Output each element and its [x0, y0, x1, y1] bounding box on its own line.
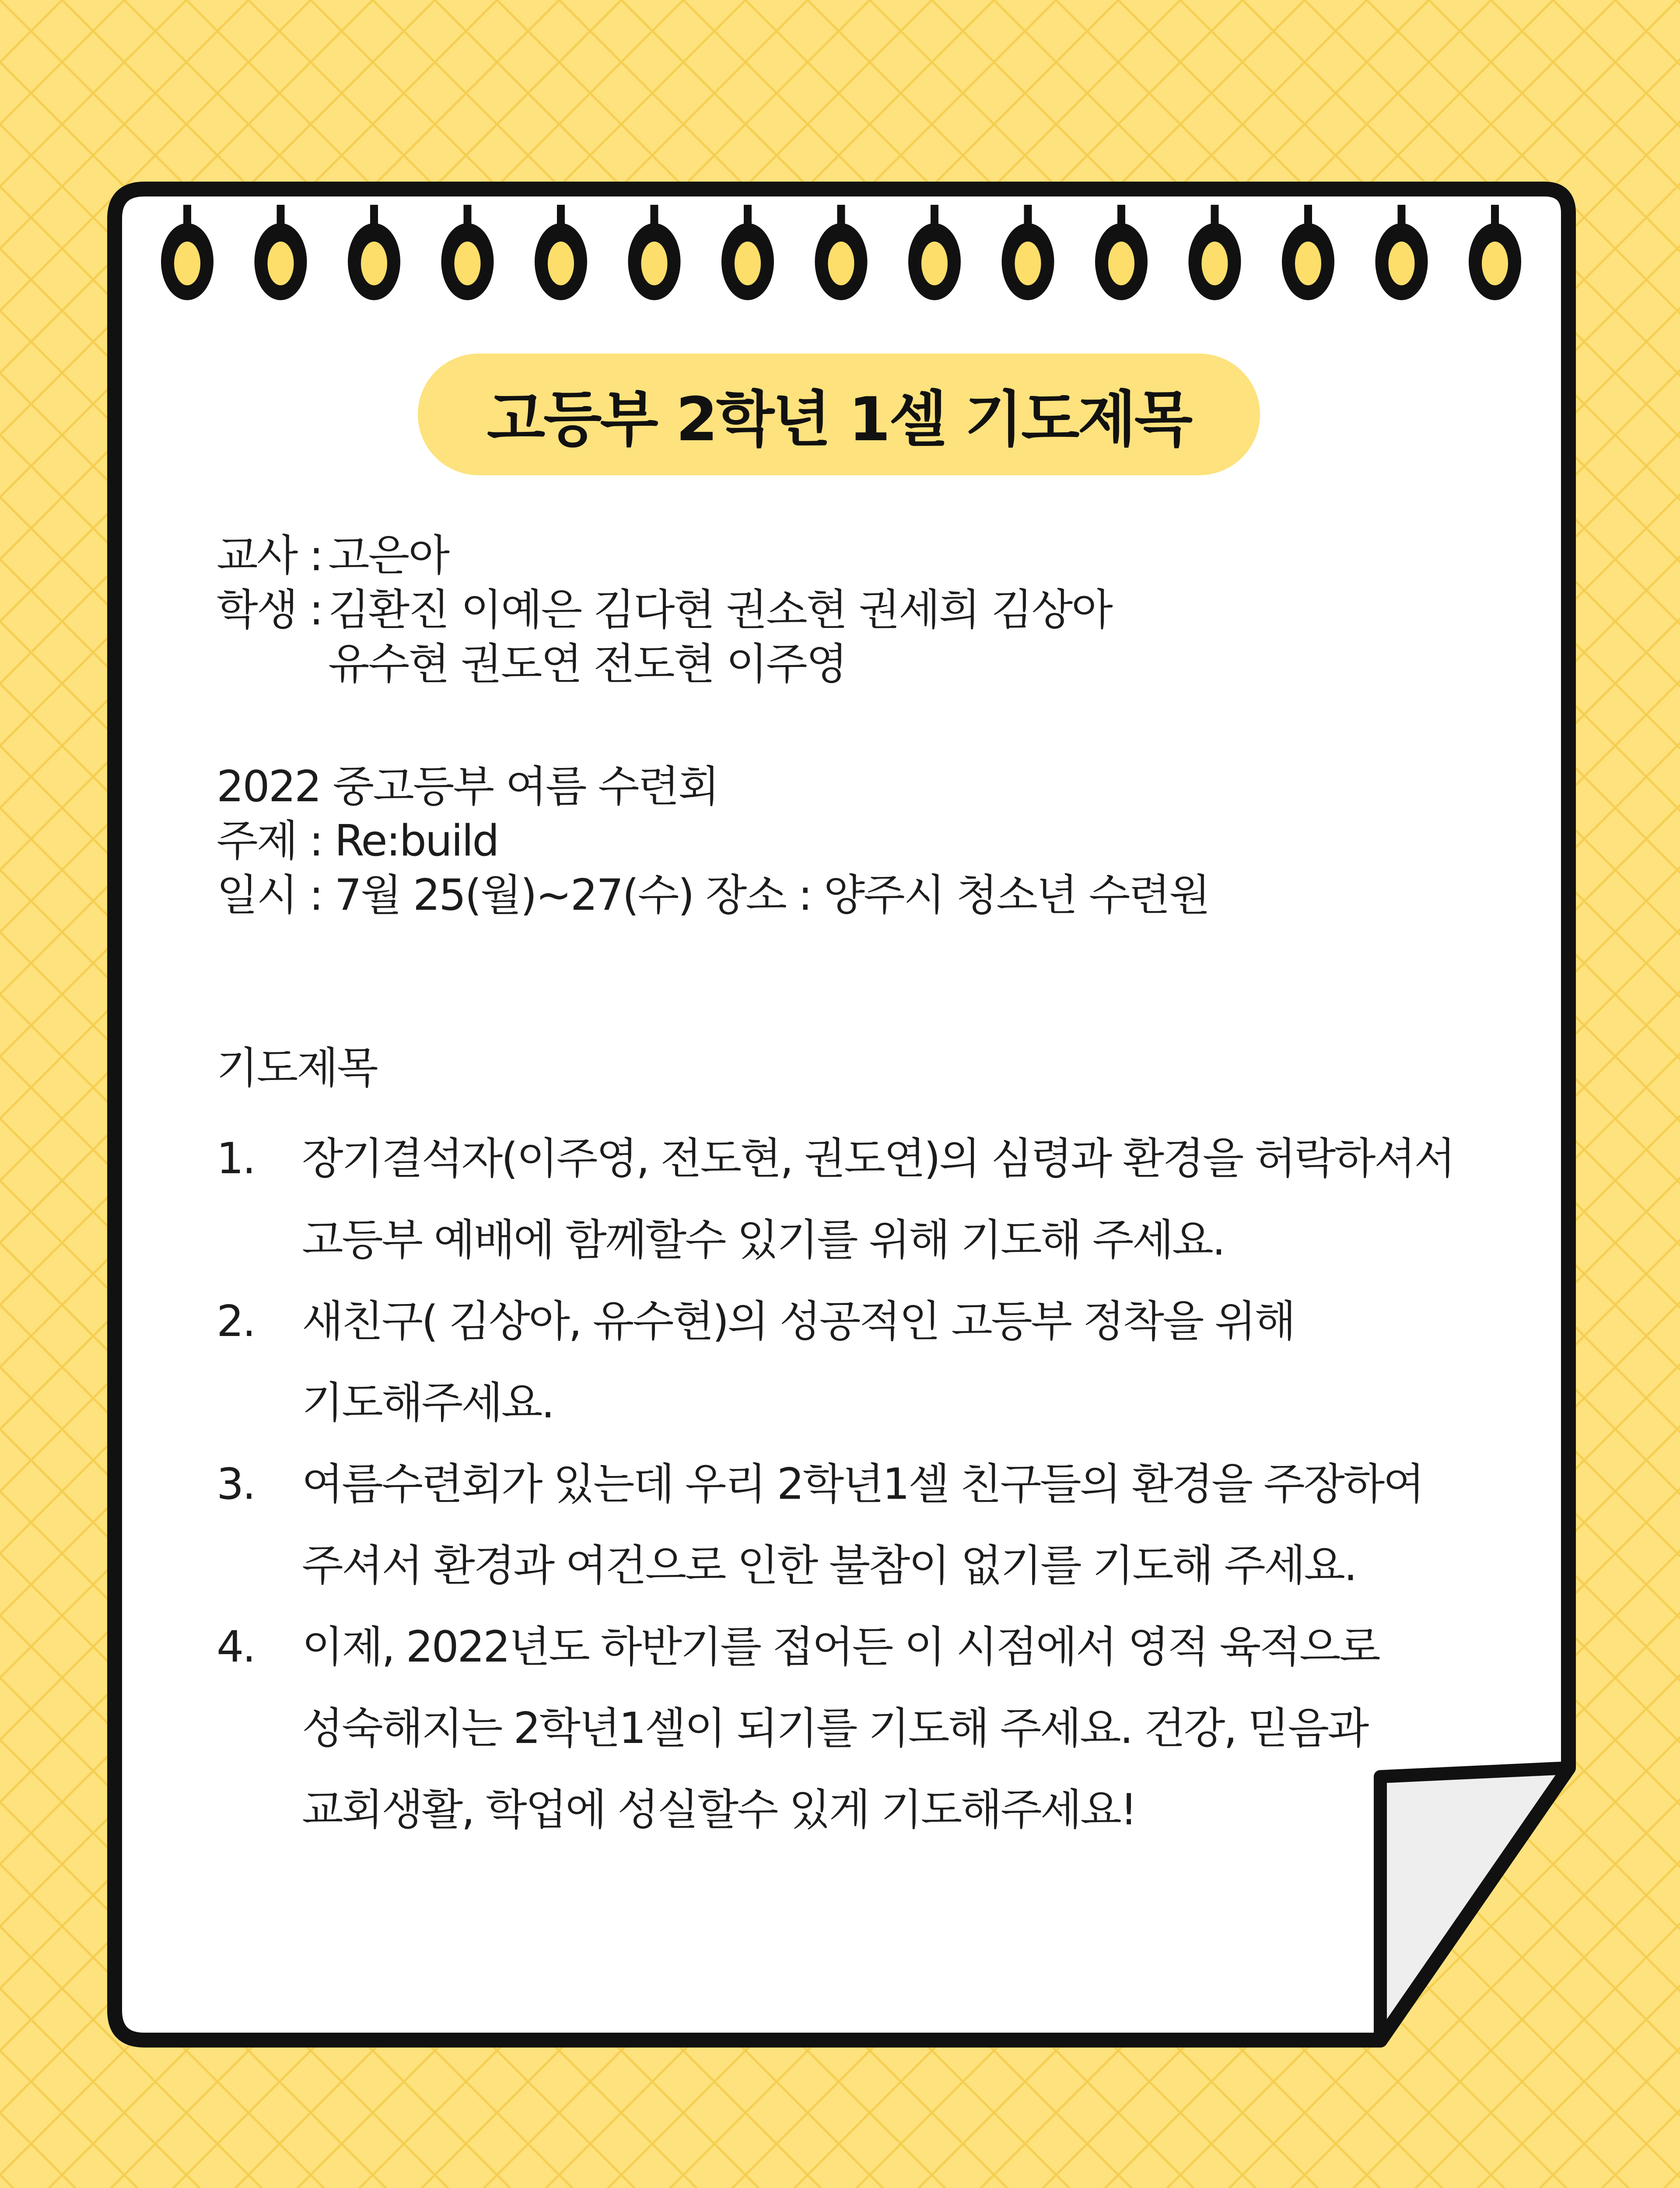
binding-ring-hole — [1482, 242, 1508, 285]
binding-ring-stem — [744, 205, 752, 235]
prayer-item — [217, 1118, 1485, 1281]
prayer-line: 장기결석자(이주영, 전도현, 권도연)의 심령과 환경을 허락하셔서 — [302, 1134, 1454, 1184]
teacher-name: 고은아 — [328, 531, 449, 581]
prayer-number: 1. — [217, 1134, 255, 1184]
prayer-number: 3. — [217, 1459, 255, 1509]
binding-ring-stem — [370, 205, 378, 235]
prayer-item — [217, 1444, 1485, 1606]
binding-ring-hole — [1202, 242, 1228, 285]
binding-ring-hole — [1108, 242, 1134, 285]
binding-ring-hole — [641, 242, 668, 285]
prayer-heading: 기도제목 — [217, 1043, 377, 1093]
binding-ring-stem — [1398, 205, 1406, 235]
prayer-list — [217, 1118, 1485, 1851]
students-label: 학생 : — [217, 585, 322, 635]
binding-ring-hole — [735, 242, 761, 285]
binding-ring-hole — [455, 242, 481, 285]
prayer-line: 교회생활, 학업에 성실할수 있게 기도해주세요! — [302, 1785, 1136, 1835]
members-block — [217, 529, 1112, 691]
students-line-2: 유수현 권도연 전도현 이주영 — [328, 639, 847, 689]
binding-ring-stem — [1304, 205, 1312, 235]
binding-ring-hole — [1015, 242, 1041, 285]
prayer-line: 새친구( 김상아, 유수현)의 성공적인 고등부 정착을 위해 — [302, 1297, 1295, 1346]
binding-ring-hole — [1389, 242, 1415, 285]
binding-ring-stem — [1211, 205, 1219, 235]
retreat-schedule: 일시 : 7월 25(월)~27(수) 장소 : 양주시 청소년 수련원 — [217, 870, 1209, 920]
binding-ring-stem — [183, 205, 191, 235]
prayer-line: 성숙해지는 2학년1셀이 되기를 기도해 주세요. 건강, 믿음과 — [302, 1704, 1368, 1753]
binding-ring-hole — [548, 242, 574, 285]
prayer-line: 이제, 2022년도 하반기를 접어든 이 시점에서 영적 육적으로 — [302, 1622, 1379, 1672]
prayer-line: 주셔서 환경과 여건으로 인한 불참이 없기를 기도해 주세요. — [302, 1541, 1356, 1591]
binding-ring-stem — [931, 205, 938, 235]
binding-ring-stem — [464, 205, 472, 235]
title-pill — [418, 354, 1260, 475]
prayer-item — [217, 1606, 1485, 1851]
retreat-theme: 주제 : Re:build — [217, 816, 498, 866]
prayer-line: 기도해주세요. — [302, 1378, 553, 1428]
teacher-label: 교사 : — [217, 531, 322, 581]
prayer-number: 2. — [217, 1297, 255, 1346]
binding-ring-stem — [1117, 205, 1125, 235]
prayer-number: 4. — [217, 1622, 255, 1672]
prayer-line: 고등부 예배에 함께할수 있기를 위해 기도해 주세요. — [302, 1215, 1225, 1265]
binding-ring-hole — [1295, 242, 1321, 285]
binding-ring-hole — [828, 242, 854, 285]
page-title: 고등부 2학년 1셀 기도제목 — [486, 384, 1191, 455]
retreat-name: 2022 중고등부 여름 수련회 — [217, 762, 718, 812]
binding-ring-stem — [651, 205, 658, 235]
binding-ring-stem — [1024, 205, 1032, 235]
binding-ring-stem — [1491, 205, 1499, 235]
binding-ring-stem — [277, 205, 285, 235]
students-line-1: 김환진 이예은 김다현 권소현 권세희 김상아 — [328, 585, 1112, 635]
binding-ring-stem — [837, 205, 845, 235]
binding-ring-stem — [557, 205, 565, 235]
retreat-block — [217, 760, 1209, 922]
binding-ring-hole — [361, 242, 387, 285]
prayer-line: 여름수련회가 있는데 우리 2학년1셀 친구들의 환경을 주장하여 — [302, 1459, 1423, 1509]
binding-ring-hole — [268, 242, 294, 285]
binding-ring-hole — [921, 242, 948, 285]
prayer-item — [217, 1281, 1485, 1444]
binding-ring-hole — [174, 242, 200, 285]
